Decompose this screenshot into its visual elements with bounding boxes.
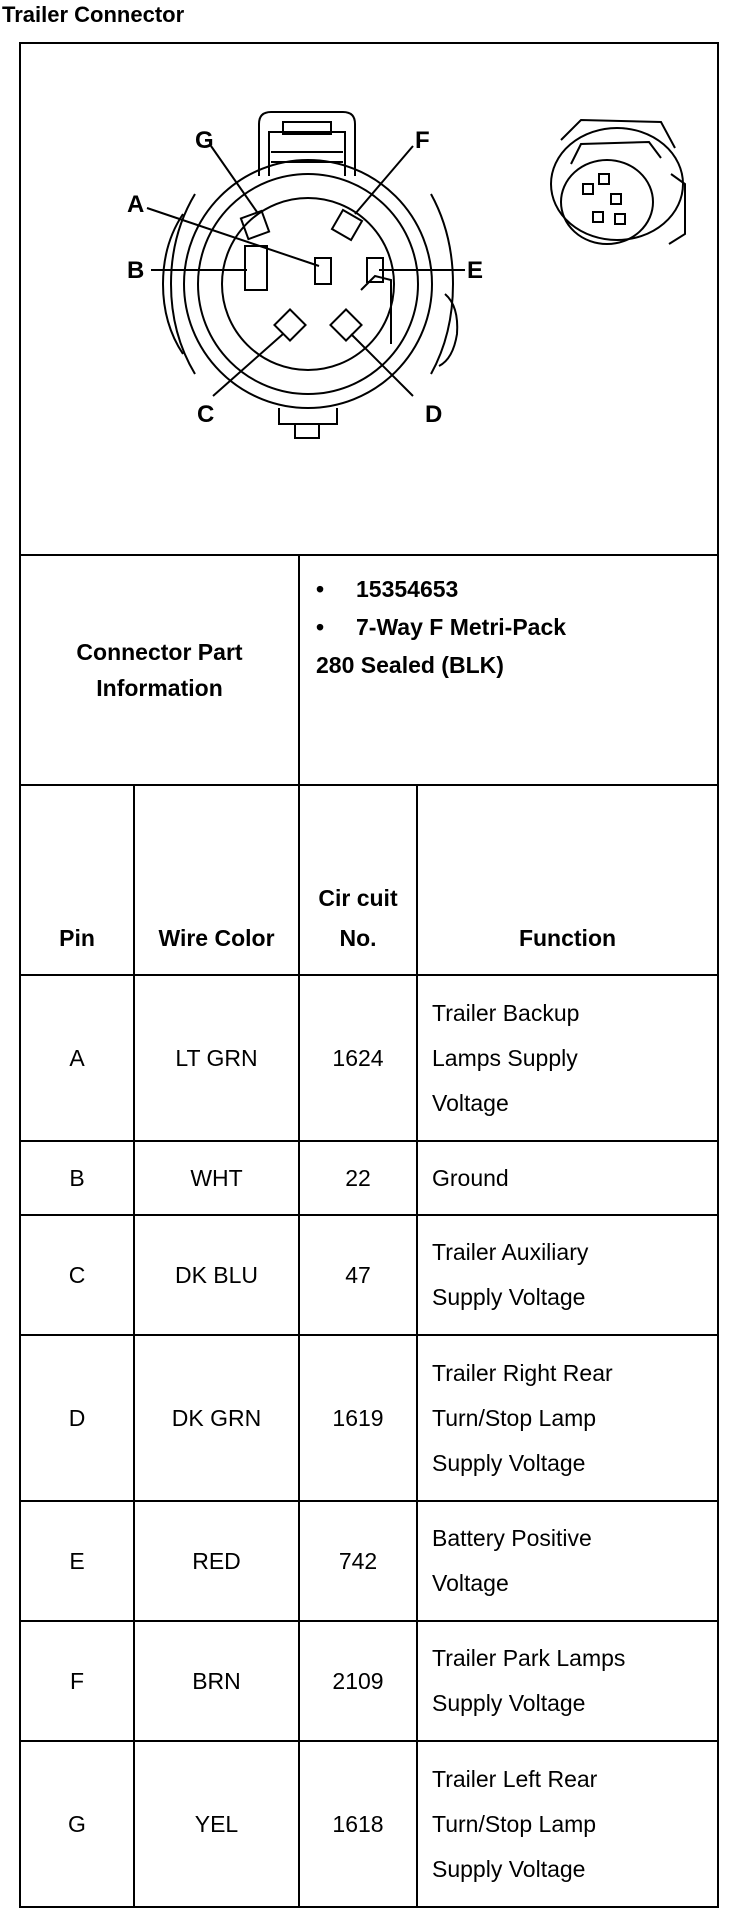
label-b: B bbox=[127, 257, 145, 284]
wire-color-cell: DK GRN bbox=[134, 1335, 299, 1501]
label-g: G bbox=[195, 127, 214, 154]
table-row bbox=[20, 1621, 718, 1741]
function-cell: Battery Positive Voltage bbox=[417, 1501, 718, 1621]
info-item: • 15354653 bbox=[316, 570, 717, 608]
header-wire-color: Wire Color bbox=[134, 785, 299, 975]
pin-cell: D bbox=[20, 1335, 134, 1501]
circuit-cell: 47 bbox=[299, 1215, 417, 1335]
label-c: C bbox=[197, 401, 215, 428]
table-row bbox=[20, 1141, 718, 1215]
wire-color-cell: YEL bbox=[134, 1741, 299, 1907]
function-cell: Trailer Right Rear Turn/Stop Lamp Supply Voltage bbox=[417, 1335, 718, 1501]
pin-cell: C bbox=[20, 1215, 134, 1335]
circuit-cell: 1624 bbox=[299, 975, 417, 1141]
wire-color-cell: BRN bbox=[134, 1621, 299, 1741]
wire-color-cell: DK BLU bbox=[134, 1215, 299, 1335]
table-row bbox=[20, 1741, 718, 1907]
circuit-cell: 742 bbox=[299, 1501, 417, 1621]
wire-color-cell: RED bbox=[134, 1501, 299, 1621]
table-row bbox=[20, 1335, 718, 1501]
function-cell: Trailer Left Rear Turn/Stop Lamp Supply Voltage bbox=[417, 1741, 718, 1907]
table-row bbox=[20, 1501, 718, 1621]
header-pin: Pin bbox=[20, 785, 134, 975]
table-row bbox=[20, 975, 718, 1141]
label-a: A bbox=[127, 191, 145, 218]
pin-cell: G bbox=[20, 1741, 134, 1907]
label-f: F bbox=[415, 127, 430, 154]
pin-cell: E bbox=[20, 1501, 134, 1621]
connector-info-value bbox=[299, 555, 718, 785]
label-d: D bbox=[425, 401, 443, 428]
circuit-cell: 2109 bbox=[299, 1621, 417, 1741]
header-circuit-no: Cir cuit No. bbox=[299, 785, 417, 975]
pin-cell: B bbox=[20, 1141, 134, 1215]
page-title: Trailer Connector bbox=[2, 2, 185, 27]
pin-a-socket bbox=[315, 258, 331, 284]
function-cell: Ground bbox=[417, 1141, 718, 1215]
connector-type-continuation: 280 Sealed (BLK) bbox=[316, 652, 504, 678]
header-function: Function bbox=[417, 785, 718, 975]
wire-color-cell: LT GRN bbox=[134, 975, 299, 1141]
connector-table bbox=[19, 42, 719, 1908]
part-number: 15354653 bbox=[356, 576, 459, 602]
pin-d-socket bbox=[330, 309, 361, 340]
label-e: E bbox=[467, 257, 484, 284]
pin-b-socket bbox=[245, 246, 267, 290]
connector-diagram bbox=[20, 43, 718, 555]
connector-face-drawing bbox=[21, 44, 715, 550]
pin-cell: A bbox=[20, 975, 134, 1141]
pin-c-socket bbox=[274, 309, 305, 340]
function-cell: Trailer Park Lamps Supply Voltage bbox=[417, 1621, 718, 1741]
function-cell: Trailer Backup Lamps Supply Voltage bbox=[417, 975, 718, 1141]
circuit-cell: 1619 bbox=[299, 1335, 417, 1501]
circuit-cell: 22 bbox=[299, 1141, 417, 1215]
info-item: • 7-Way F Metri-Pack bbox=[316, 608, 717, 646]
wire-color-cell: WHT bbox=[134, 1141, 299, 1215]
circuit-cell: 1618 bbox=[299, 1741, 417, 1907]
connector-info-label: Connector Part Information bbox=[20, 555, 299, 785]
connector-type: 7-Way F Metri-Pack bbox=[356, 614, 567, 640]
pin-cell: F bbox=[20, 1621, 134, 1741]
table-row bbox=[20, 1215, 718, 1335]
function-cell: Trailer Auxiliary Supply Voltage bbox=[417, 1215, 718, 1335]
